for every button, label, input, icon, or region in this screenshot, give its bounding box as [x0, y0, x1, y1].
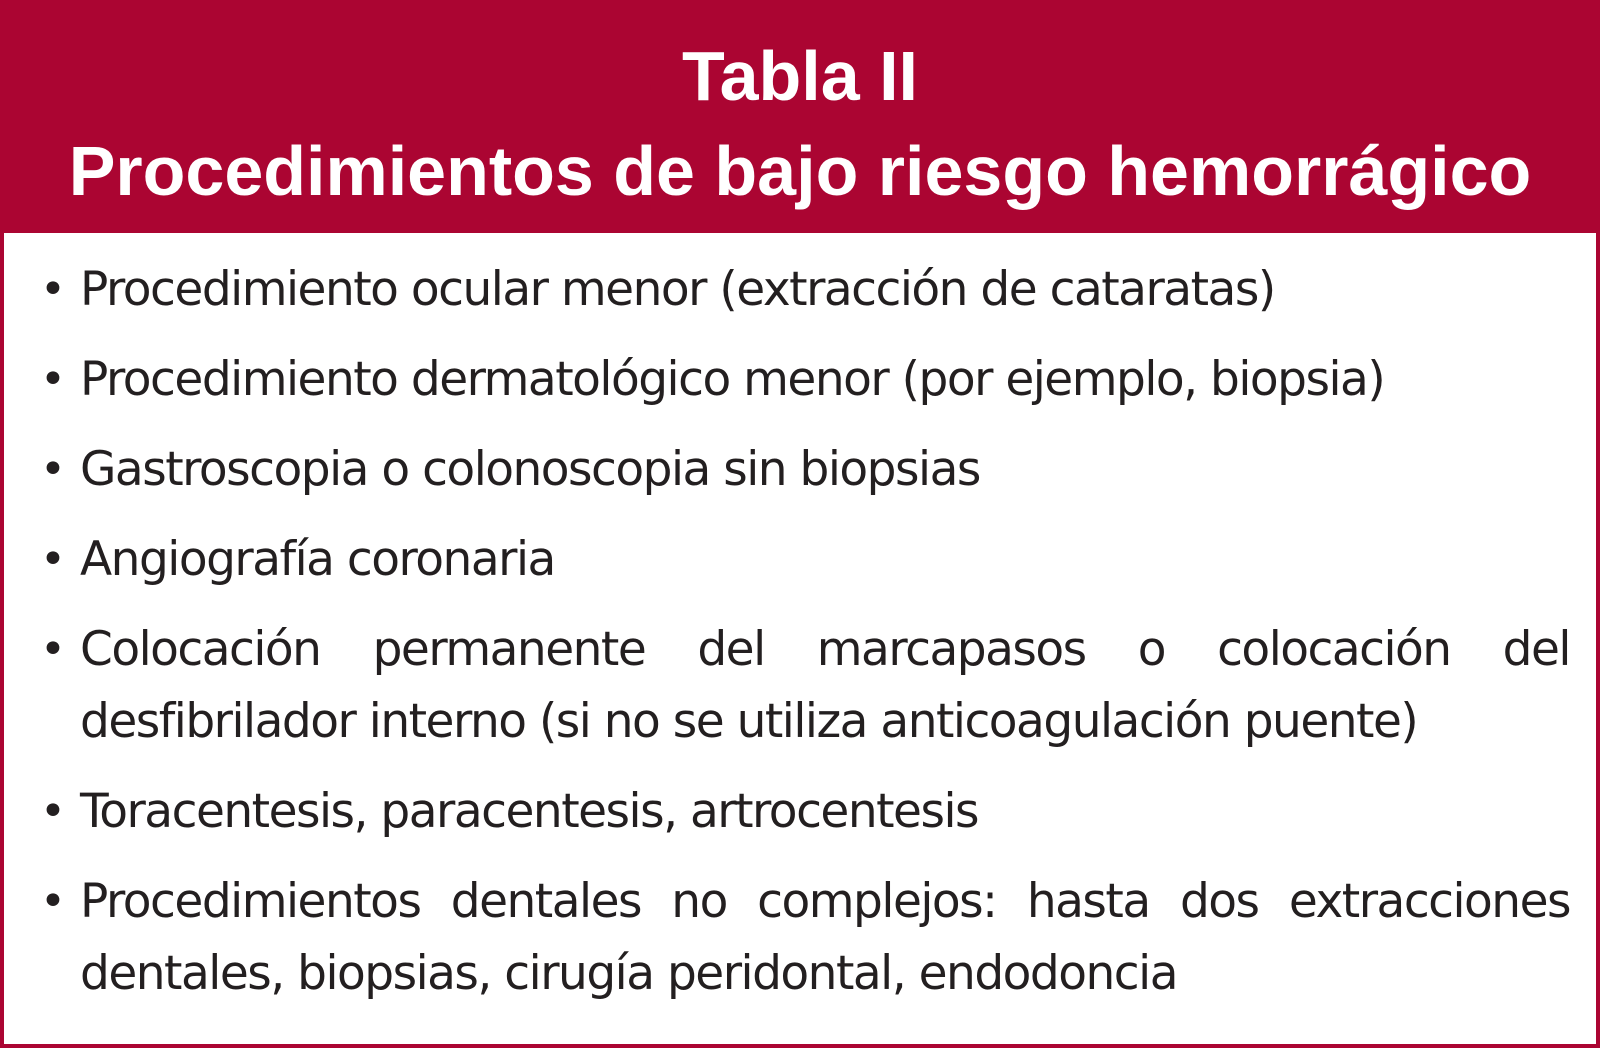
bullet-icon: • — [40, 264, 66, 315]
list-item-text: Procedimiento ocular menor (extracción de cataratas) — [80, 262, 1275, 317]
table-subtitle: Procedimientos de bajo riesgo hemorrágico — [68, 132, 1532, 210]
list-item-text: Procedimientos dentales no complejos: hasta dos extracciones dentales, biopsias, cirugía peridontal, endodoncia — [80, 874, 1570, 1001]
bullet-icon: • — [40, 354, 66, 405]
list-item-text: Colocación permanente del marcapasos o colocación del desfibrilador interno (si no se utiliza anticoagulación puente) — [80, 622, 1570, 749]
bullet-icon: • — [40, 444, 66, 495]
bullet-icon: • — [40, 624, 66, 675]
list-item-text: Procedimiento dermatológico menor (por ejemplo, biopsia) — [80, 352, 1385, 407]
list-item-text: Angiografía coronaria — [80, 532, 555, 587]
list-item-text: Gastroscopia o colonoscopia sin biopsias — [80, 442, 980, 497]
list-item-text: Toracentesis, paracentesis, artrocentesis — [80, 784, 978, 839]
table-title: Tabla II — [682, 37, 918, 115]
bullet-icon: • — [40, 786, 66, 837]
bullet-icon: • — [40, 534, 66, 585]
bullet-icon: • — [40, 876, 66, 927]
table-header — [4, 4, 1596, 233]
